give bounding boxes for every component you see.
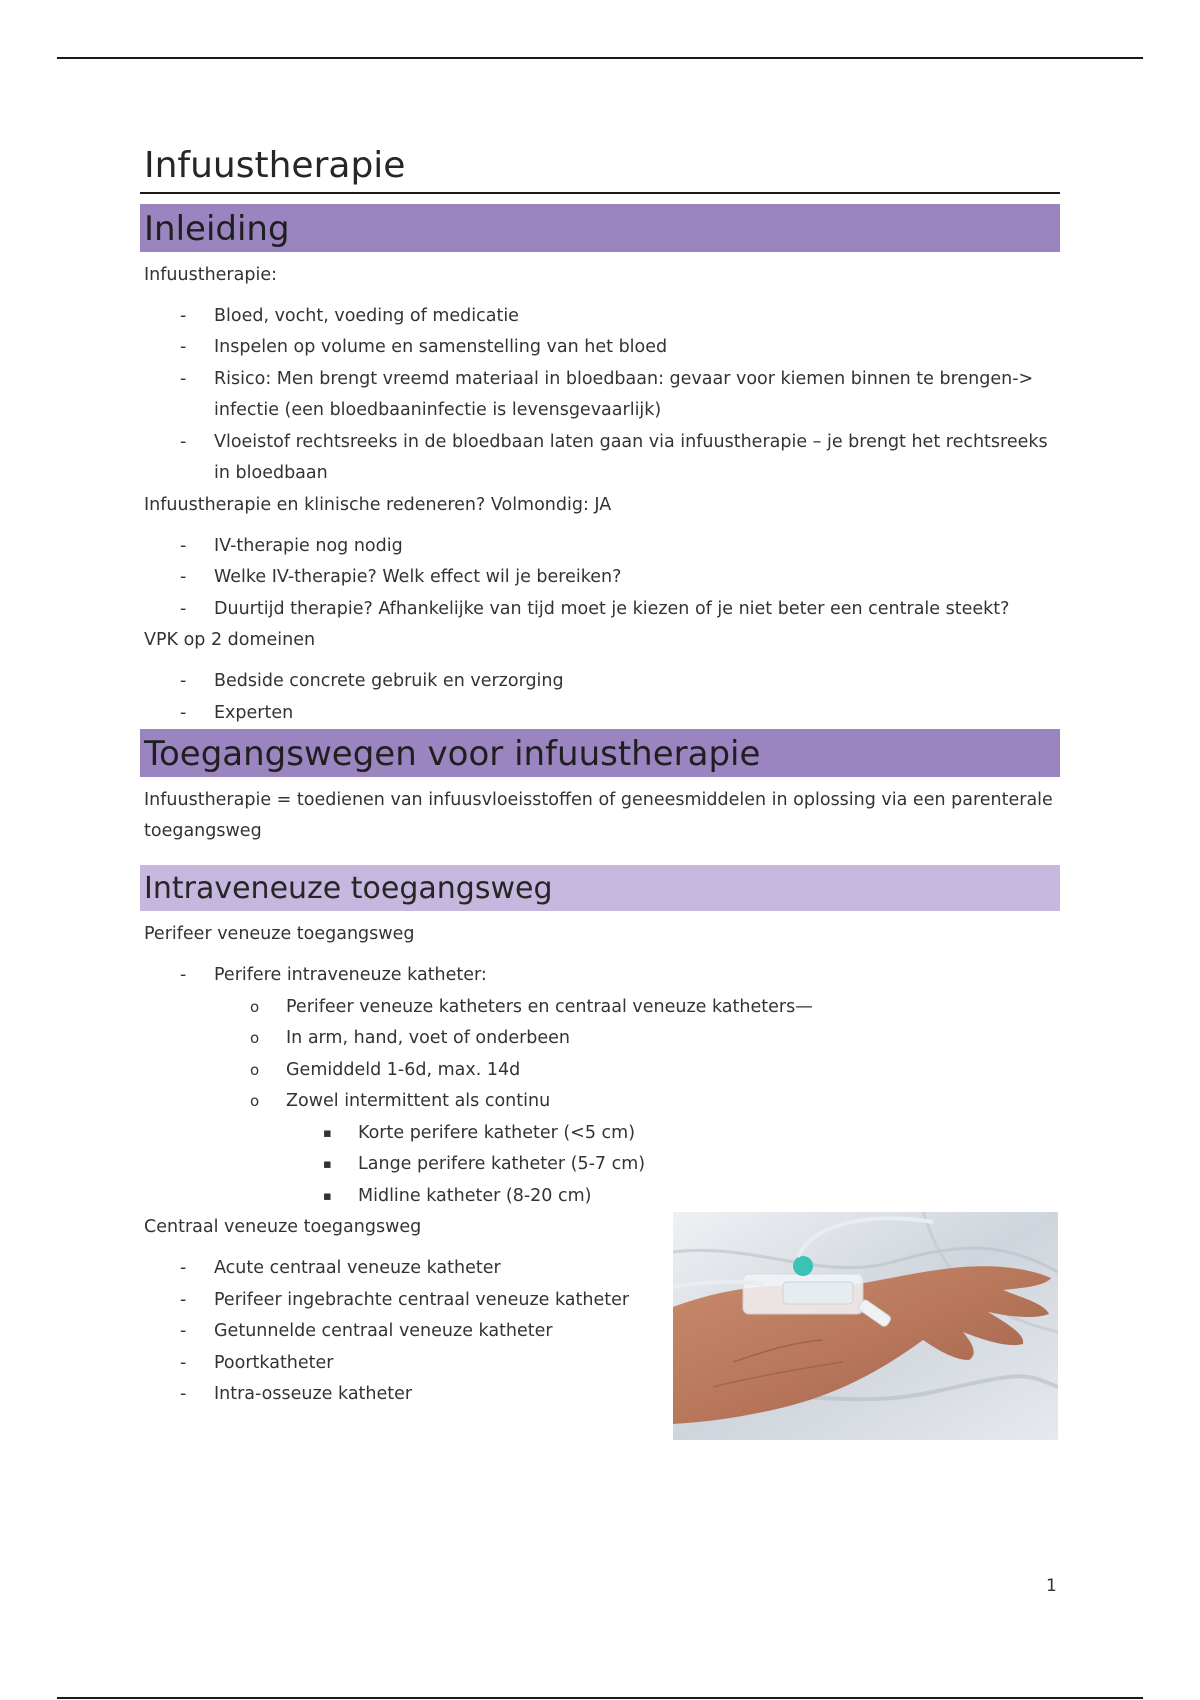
list-item: o Zowel intermittent als continu ▪ Korte perifere katheter (<5 cm) ▪ Lange perifere katheter (5-7 cm) ▪ Midline katheter (8-20 cm) [214, 1086, 1060, 1212]
list-item: - Perifeer ingebrachte centraal veneuze katheter [180, 1289, 630, 1310]
list-item: - Welke IV-therapie? Welk effect wil je bereiken? [180, 567, 622, 588]
intro-list [140, 301, 1060, 490]
heading-toegangswegen: Toegangswegen voor infuustherapie [140, 729, 1060, 777]
central-list [140, 1253, 660, 1411]
central-label: Centraal veneuze toegangsweg [144, 1217, 422, 1238]
vpk-label: VPK op 2 domeinen [144, 630, 316, 651]
list-item: - Vloeistof rechtsreeks in de bloedbaan laten gaan via infuustherapie – je brengt het rechtsreeks in bloedbaan [180, 431, 1048, 484]
iv-catheter-hand-photo [673, 1212, 1058, 1440]
intro-label: Infuustherapie: [144, 264, 277, 285]
central-text [140, 1212, 660, 1411]
peripheral-list [140, 960, 1060, 1212]
list-item: - Intra-osseuze katheter [180, 1384, 413, 1405]
list-item: o Perifeer veneuze katheters en centraal veneuze katheters— [250, 996, 813, 1017]
page-number: 1 [1046, 1576, 1057, 1596]
clinical-label: Infuustherapie en klinische redeneren? Volmondig: JA [144, 494, 612, 515]
list-item: - Duurtijd therapie? Afhankelijke van tijd moet je kiezen of je niet beter een centrale steekt? [180, 598, 1010, 619]
header-rule [57, 57, 1143, 59]
list-item: ▪ Korte perifere katheter (<5 cm) [323, 1122, 636, 1143]
vpk-list [140, 666, 1060, 729]
list-item: - IV-therapie nog nodig [180, 535, 403, 556]
list-item: - Risico: Men brengt vreemd materiaal in bloedbaan: gevaar voor kiemen binnen te brengen-> infectie (een bloedbaaninfectie is levensgevaarlijk) [180, 368, 1034, 421]
photo-illustration [673, 1212, 1058, 1440]
page-content [140, 140, 1060, 1452]
list-item: - Poortkatheter [180, 1352, 334, 1373]
list-item: ▪ Lange perifere katheter (5-7 cm) [323, 1154, 646, 1175]
list-item: - Bedside concrete gebruik en verzorging [180, 671, 564, 692]
catheter-type-list [286, 1118, 1060, 1213]
list-item: o Gemiddeld 1-6d, max. 14d [250, 1059, 521, 1080]
list-item: o In arm, hand, voet of onderbeen [250, 1028, 571, 1049]
peripheral-sublist [214, 992, 1060, 1213]
heading-intraveneuze: Intraveneuze toegangsweg [140, 865, 1060, 911]
list-item: - Inspelen op volume en samenstelling van het bloed [180, 337, 668, 358]
access-definition: Infuustherapie = toedienen van infuusvloeisstoffen of geneesmiddelen in oplossing via een parenterale toegangsweg [144, 790, 1053, 842]
list-item: - Perifere intraveneuze katheter: o Perifeer veneuze katheters en centraal veneuze katheters— o In arm, hand, voet of onderbeen o Gemiddeld 1-6d, max. 14d o Zowel intermittent als continu ▪ Korte perifere katheter (<5 cm) ▪ Lange perifere katheter (5-7 cm) ▪ Midline katheter (8-20 cm) [140, 960, 1060, 1212]
central-section [140, 1212, 1060, 1452]
heading-inleiding: Inleiding [140, 204, 1060, 252]
footer-rule [57, 1697, 1143, 1699]
clinical-list [140, 531, 1060, 626]
list-item: - Experten [180, 702, 294, 723]
document-title: Infuustherapie [140, 140, 1060, 194]
list-item: - Getunnelde centraal veneuze katheter [180, 1321, 553, 1342]
list-item: - Bloed, vocht, voeding of medicatie [180, 305, 519, 326]
list-item: - Acute centraal veneuze katheter [180, 1258, 501, 1279]
list-item: ▪ Midline katheter (8-20 cm) [323, 1185, 592, 1206]
peripheral-label: Perifeer veneuze toegangsweg [144, 924, 415, 945]
